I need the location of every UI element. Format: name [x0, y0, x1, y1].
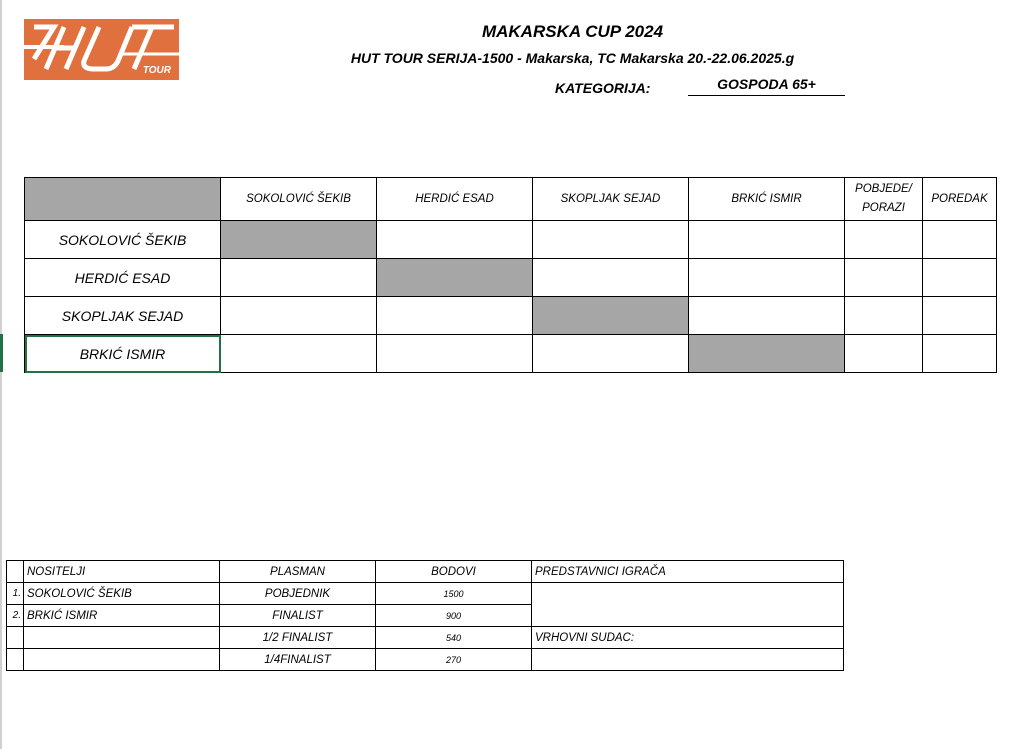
table-row	[7, 627, 844, 649]
placement-cell[interactable]: FINALIST	[220, 605, 376, 627]
rank-cell[interactable]	[923, 335, 997, 373]
wins-losses-cell[interactable]	[845, 259, 923, 297]
sheet-edge	[0, 0, 2, 749]
hut-tour-logo	[24, 19, 179, 80]
referee-label[interactable]: VRHOVNI SUDAC:	[532, 627, 844, 649]
wins-losses-cell[interactable]	[845, 335, 923, 373]
table-row	[25, 297, 997, 335]
holder-cell[interactable]: BRKIĆ ISMIR	[24, 605, 220, 627]
rank-cell[interactable]	[923, 297, 997, 335]
diagonal-cell[interactable]	[221, 221, 377, 259]
player-name[interactable]: SKOPLJAK SEJAD	[25, 297, 221, 335]
score-cell[interactable]	[221, 335, 377, 373]
match-table	[24, 177, 997, 373]
holder-cell[interactable]: SOKOLOVIĆ ŠEKIB	[24, 583, 220, 605]
representatives-cell[interactable]	[532, 583, 844, 627]
category-value[interactable]: GOSPODA 65+	[688, 76, 845, 96]
points-cell[interactable]: 1500	[376, 583, 532, 605]
wins-losses-cell[interactable]	[845, 297, 923, 335]
category-label: KATEGORIJA:	[555, 80, 651, 96]
column-header[interactable]: HERDIĆ ESAD	[377, 178, 533, 221]
diagonal-cell[interactable]	[689, 335, 845, 373]
table-row	[25, 221, 997, 259]
placement-cell[interactable]: POBJEDNIK	[220, 583, 376, 605]
rank-header[interactable]: POREDAK	[923, 178, 997, 221]
placement-header[interactable]: PLASMAN	[220, 561, 376, 583]
logo-tour-text: TOUR	[142, 65, 171, 76]
score-cell[interactable]	[221, 259, 377, 297]
row-number[interactable]	[7, 649, 24, 671]
holders-header[interactable]: NOSITELJI	[24, 561, 220, 583]
table-row	[7, 649, 844, 671]
table-row	[25, 335, 997, 373]
player-name[interactable]: HERDIĆ ESAD	[25, 259, 221, 297]
rank-cell[interactable]	[923, 259, 997, 297]
placement-cell[interactable]: 1/2 FINALIST	[220, 627, 376, 649]
score-cell[interactable]	[533, 335, 689, 373]
points-cell[interactable]: 900	[376, 605, 532, 627]
player-name[interactable]: SOKOLOVIĆ ŠEKIB	[25, 221, 221, 259]
score-cell[interactable]	[377, 297, 533, 335]
page-subtitle: HUT TOUR SERIJA-1500 - Makarska, TC Makarska 20.-22.06.2025.g	[350, 50, 795, 66]
table-row	[25, 259, 997, 297]
holder-cell[interactable]	[24, 627, 220, 649]
column-header[interactable]: SOKOLOVIĆ ŠEKIB	[221, 178, 377, 221]
row-number[interactable]	[7, 627, 24, 649]
score-cell[interactable]	[689, 221, 845, 259]
column-header[interactable]: BRKIĆ ISMIR	[689, 178, 845, 221]
score-cell[interactable]	[689, 259, 845, 297]
losses-label: PORAZI	[862, 202, 905, 214]
score-cell[interactable]	[689, 297, 845, 335]
row-selection-marker	[0, 334, 3, 372]
score-cell[interactable]	[533, 259, 689, 297]
rank-cell[interactable]	[923, 221, 997, 259]
row-number[interactable]: 2.	[7, 605, 24, 627]
page-title: MAKARSKA CUP 2024	[481, 22, 664, 41]
table-row	[7, 583, 844, 605]
points-cell[interactable]: 540	[376, 627, 532, 649]
num-header[interactable]	[7, 561, 24, 583]
score-cell[interactable]	[377, 335, 533, 373]
column-header[interactable]: SKOPLJAK SEJAD	[533, 178, 689, 221]
score-cell[interactable]	[221, 297, 377, 335]
row-number[interactable]: 1.	[7, 583, 24, 605]
points-cell[interactable]: 270	[376, 649, 532, 671]
results-table	[6, 560, 844, 671]
match-table-header	[25, 178, 997, 221]
diagonal-cell[interactable]	[377, 259, 533, 297]
wins-losses-cell[interactable]	[845, 221, 923, 259]
points-header[interactable]: BODOVI	[376, 561, 532, 583]
wins-label: POBJEDE/	[855, 183, 912, 195]
score-cell[interactable]	[377, 221, 533, 259]
player-name-selected[interactable]: BRKIĆ ISMIR	[25, 335, 221, 373]
diagonal-cell[interactable]	[533, 297, 689, 335]
placement-cell[interactable]: 1/4FINALIST	[220, 649, 376, 671]
score-cell[interactable]	[533, 221, 689, 259]
wins-losses-header[interactable]	[845, 178, 923, 221]
holder-cell[interactable]	[24, 649, 220, 671]
results-header-row	[7, 561, 844, 583]
corner-cell[interactable]	[25, 178, 221, 221]
referee-value[interactable]	[532, 649, 844, 671]
representatives-header[interactable]: PREDSTAVNICI IGRAČA	[532, 561, 844, 583]
